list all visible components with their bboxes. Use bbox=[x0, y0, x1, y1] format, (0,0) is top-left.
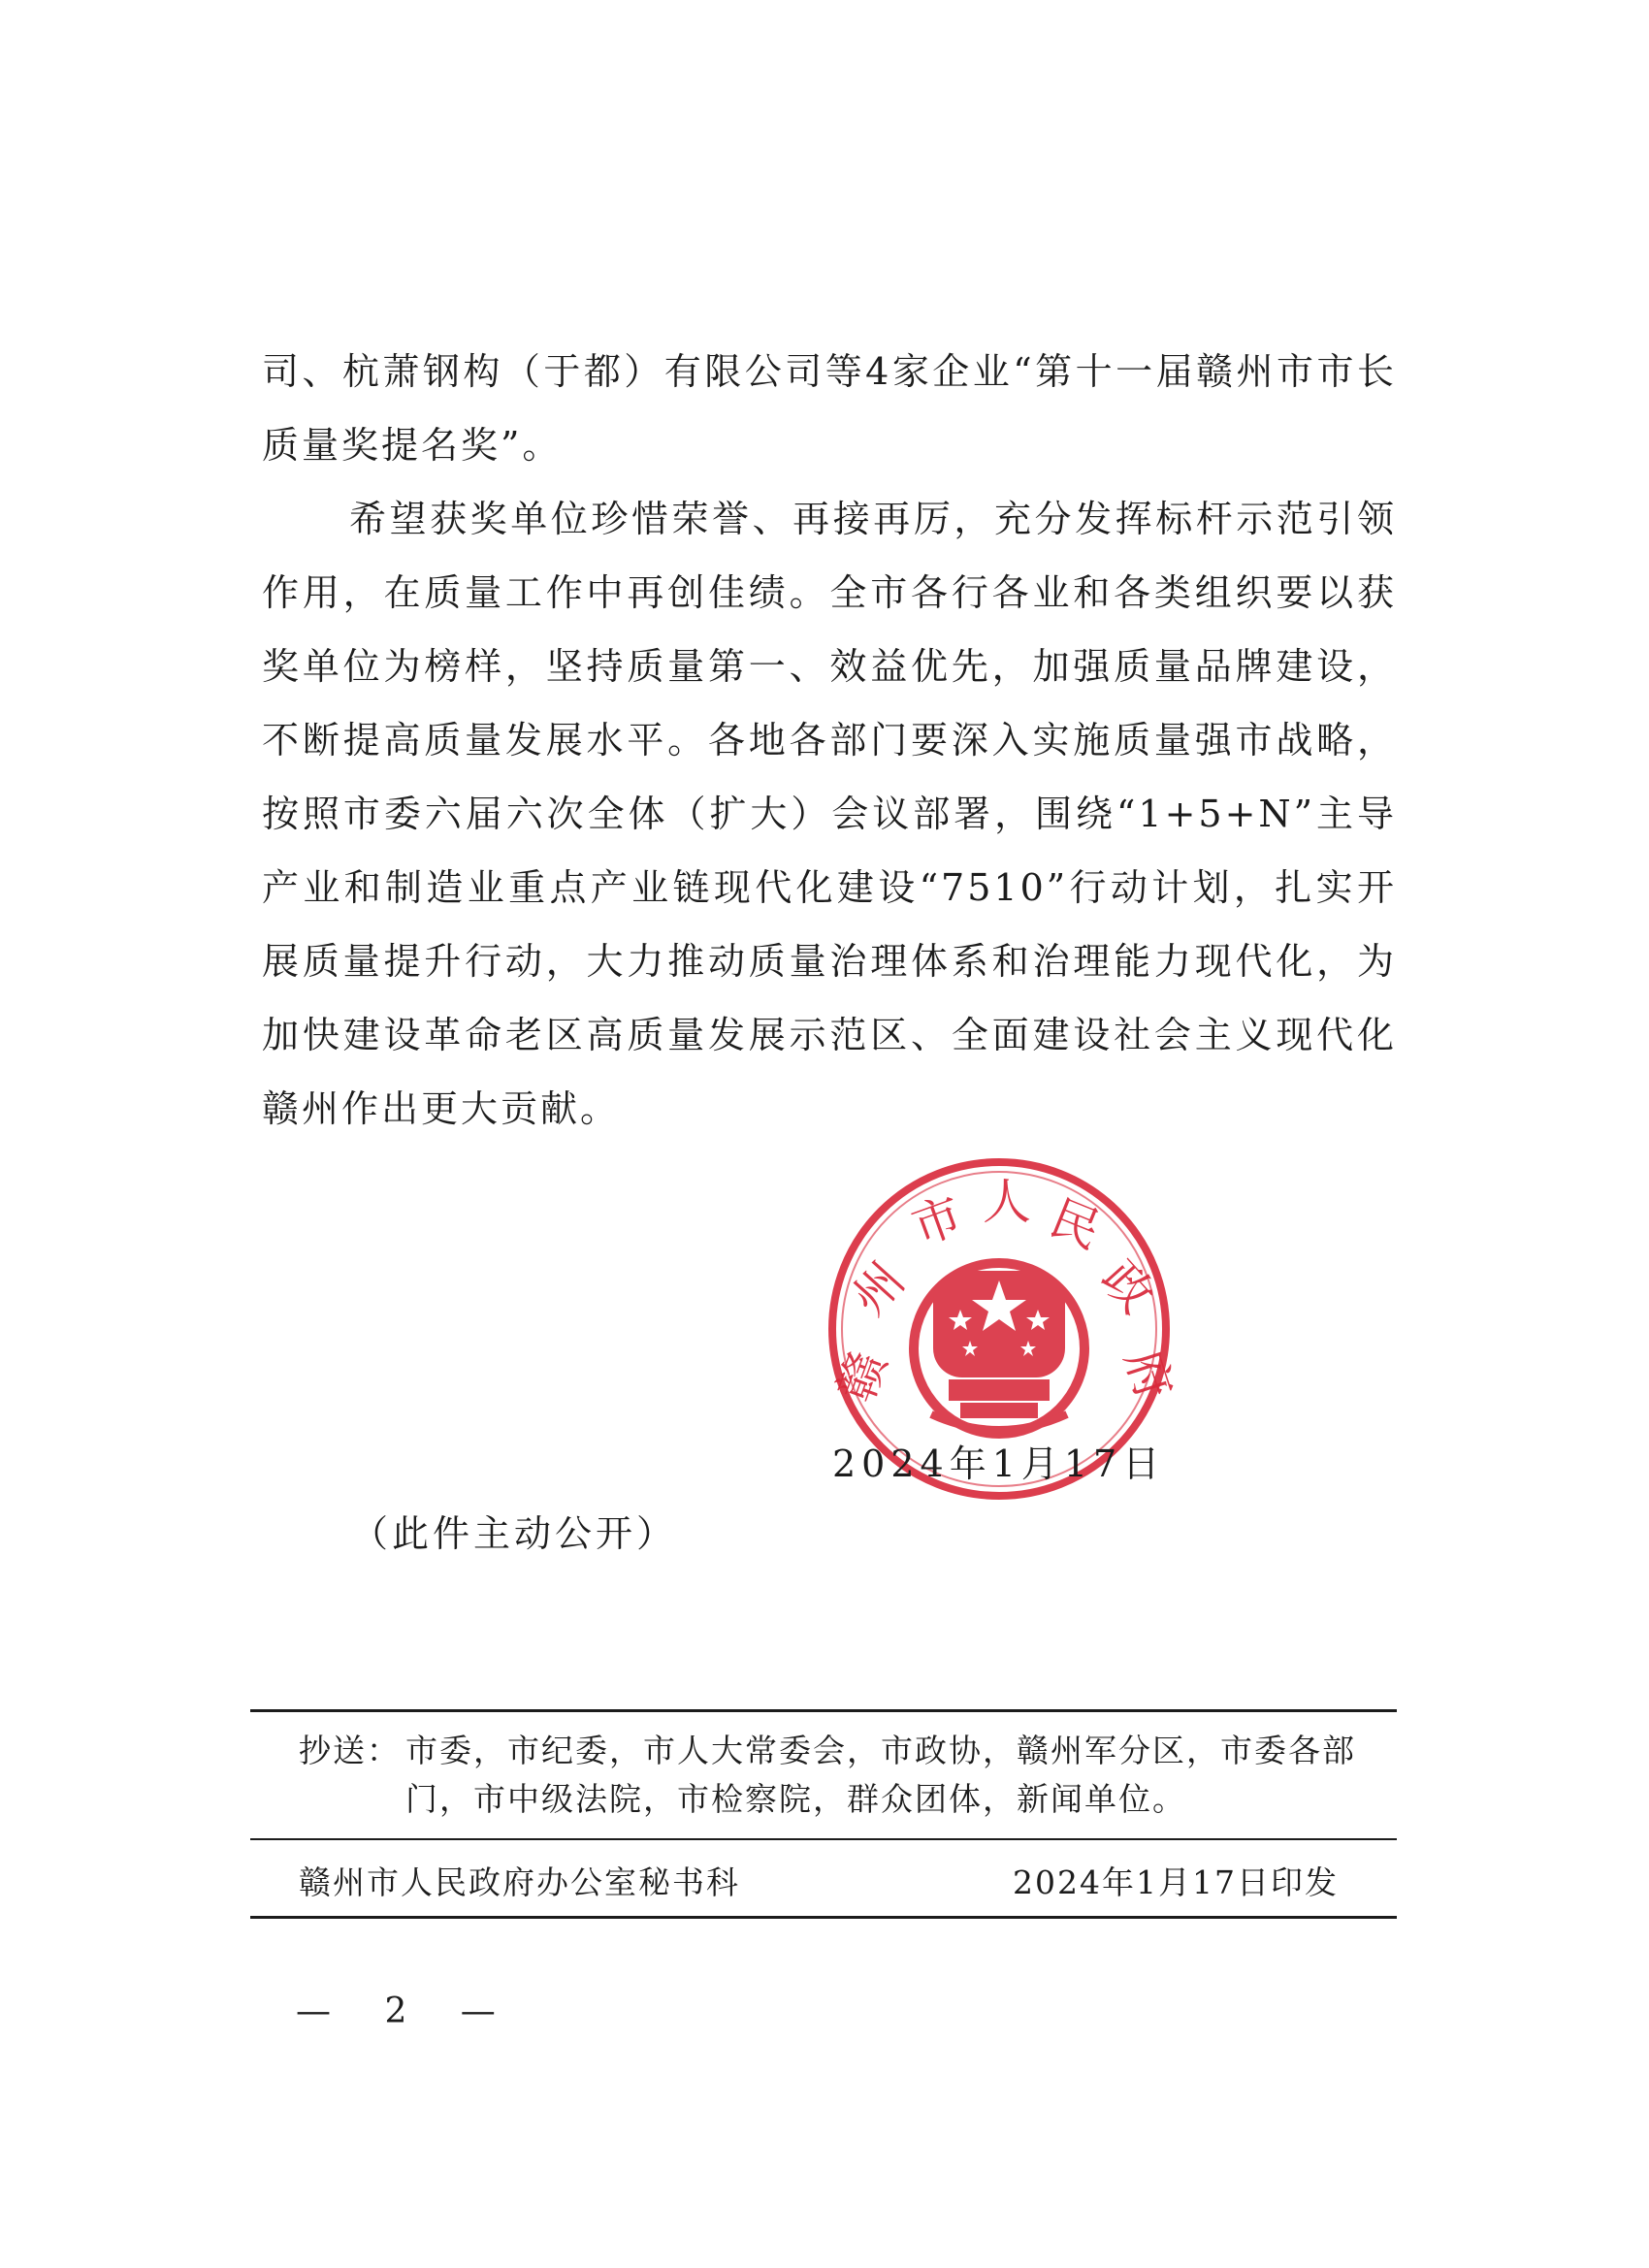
distribution-block bbox=[299, 1727, 1375, 1824]
paragraph-main: 希望获奖单位珍惜荣誉、再接再厉，充分发挥标杆示范引领作用，在质量工作中再创佳绩。全市各行各业和各类组织要以获奖单位为榜样，坚持质量第一、效益优先，加强质量品牌建设，不断提高质量发展水平。各地各部门要深入实施质量强市战略，按照市委六届六次全体（扩大）会议部署，围绕“1+5+N”主导产业和制造业重点产业链现代化建设“7510”行动计划，扎实开展质量提升行动，大力推动质量治理体系和治理能力现代化，为加快建设革命老区高质量发展示范区、全面建设社会主义现代化赣州作出更大贡献。 bbox=[262, 498, 1397, 1130]
svg-text:赣: 赣 bbox=[827, 1344, 897, 1409]
svg-text:州: 州 bbox=[841, 1251, 916, 1326]
bottom-divider bbox=[250, 1916, 1397, 1919]
svg-text:政: 政 bbox=[1090, 1249, 1165, 1324]
public-disclosure-note: （此件主动公开） bbox=[351, 1512, 678, 1555]
body-text bbox=[262, 335, 1397, 1146]
middle-divider bbox=[250, 1838, 1397, 1840]
page-number: — 2 — bbox=[296, 1992, 517, 2031]
svg-text:市: 市 bbox=[904, 1186, 970, 1256]
distribution-label: 抄送： bbox=[299, 1732, 401, 1769]
svg-text:府: 府 bbox=[1114, 1343, 1183, 1407]
paragraph-continuation: 司、杭萧钢构（于都）有限公司等4家企业“第十一届赣州市市长质量奖提名奖”。 bbox=[262, 350, 1397, 467]
issue-date: 2024年1月17日印发 bbox=[1013, 1863, 1339, 1901]
signature-date: 2024年1月17日 bbox=[832, 1442, 1166, 1485]
distribution-recipients: 市委，市纪委，市人大常委会，市政协，赣州军分区，市委各部门，市中级法院，市检察院，群众团体，新闻单位。 bbox=[405, 1732, 1356, 1818]
svg-text:人: 人 bbox=[983, 1174, 1031, 1230]
issuing-office: 赣州市人民政府办公室秘书科 bbox=[299, 1863, 740, 1901]
national-emblem-icon bbox=[914, 1263, 1084, 1434]
top-divider bbox=[250, 1709, 1397, 1712]
svg-text:民: 民 bbox=[1042, 1188, 1109, 1260]
